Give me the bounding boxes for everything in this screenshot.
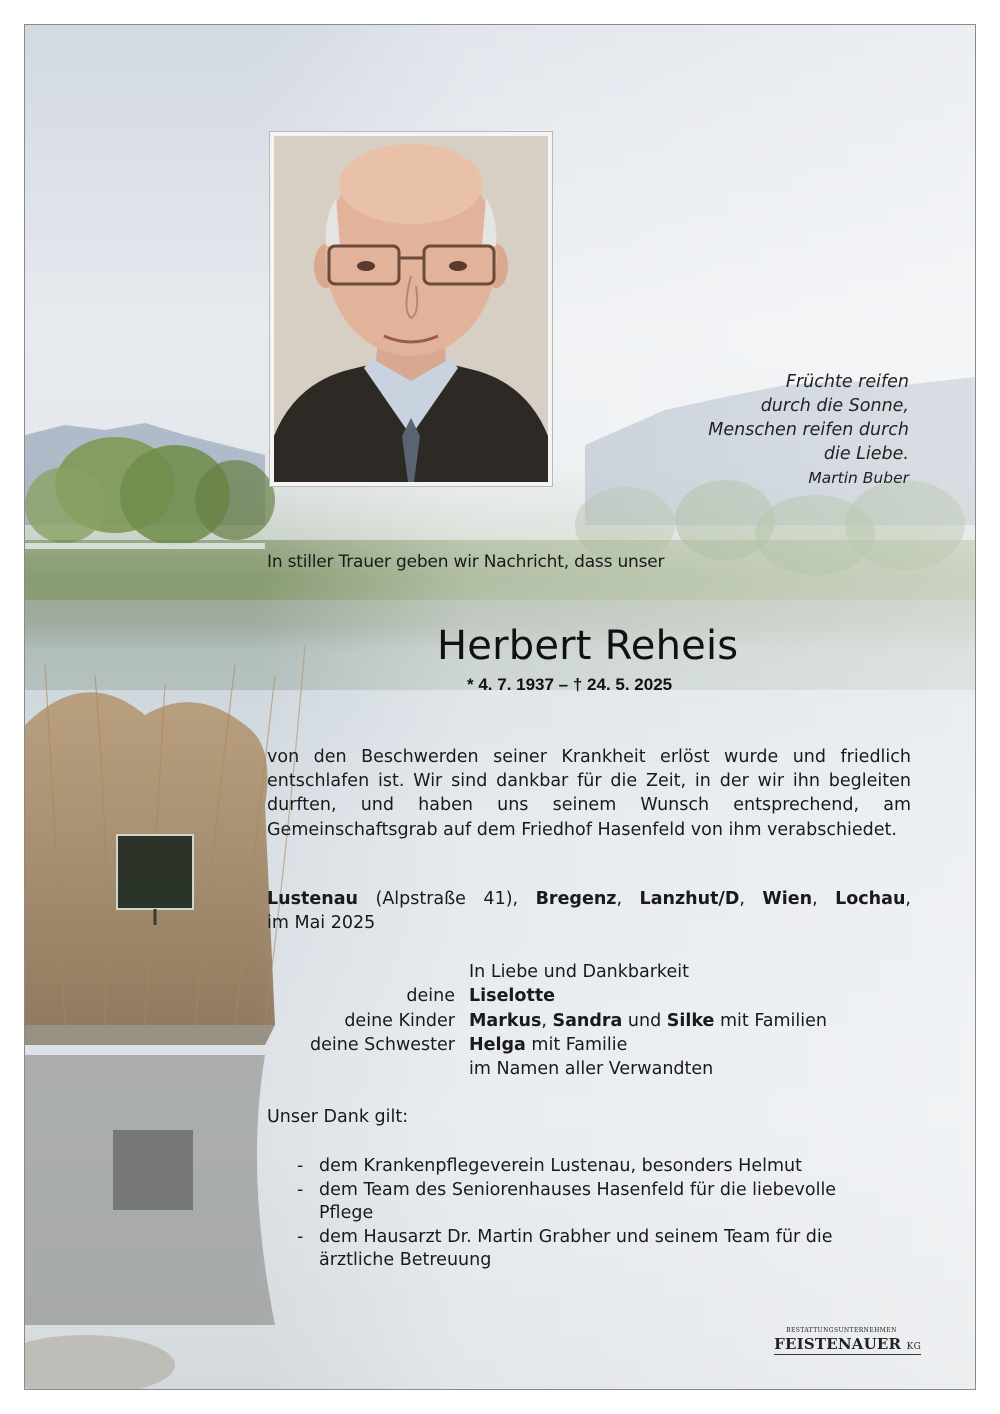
separator: ,	[616, 889, 640, 909]
relation-label: deine Kinder	[344, 1010, 455, 1031]
mourner-suffix: mit Familien	[714, 1010, 827, 1031]
mourner-name: Helga	[469, 1034, 526, 1055]
place-lustenau: Lustenau	[267, 889, 358, 909]
thanks-item-text: dem Hausarzt Dr. Martin Grabher und seinem Team für die ärztliche Betreuung	[319, 1226, 833, 1271]
intro-text: In stiller Trauer geben wir Nachricht, dass unser	[267, 552, 665, 572]
joiner: und	[622, 1010, 667, 1031]
place-lochau: Lochau	[835, 889, 906, 909]
relation-label: deine	[406, 986, 455, 1007]
life-dates: * 4. 7. 1937 – † 24. 5. 2025	[467, 675, 673, 694]
motto-author: Martin Buber	[808, 469, 909, 487]
list-item	[293, 1155, 893, 1179]
mourner-suffix: mit Familie	[525, 1034, 628, 1055]
place-detail: (Alpstraße 41),	[358, 889, 536, 909]
separator: ,	[739, 889, 763, 909]
mourner-name: Liselotte	[469, 986, 556, 1007]
motto-line: die Liebe.	[823, 444, 909, 464]
motto-line: durch die Sonne,	[760, 396, 909, 416]
separator: ,	[905, 889, 911, 909]
logo-name-text: FEISTENAUER	[774, 1335, 902, 1353]
logo-subtitle: BESTATTUNGSUNTERNEHMEN	[786, 1327, 897, 1334]
bullet-dash: -	[297, 1156, 304, 1176]
mourner-name: Silke	[666, 1010, 715, 1031]
portrait-frame	[269, 131, 553, 487]
place-bregenz: Bregenz	[535, 889, 617, 909]
separator: ,	[812, 889, 836, 909]
portrait-photo-icon	[274, 136, 548, 482]
motto-line: Früchte reifen	[785, 372, 909, 392]
thanks-heading: Unser Dank gilt:	[267, 1107, 409, 1127]
logo-name	[774, 1335, 921, 1355]
place-lanzhut: Lanzhut/D	[639, 889, 740, 909]
mourner-name: Sandra	[552, 1010, 623, 1031]
mourner-name: Markus	[469, 1010, 542, 1031]
signatures-block	[267, 960, 827, 1081]
deceased-name: Herbert Reheis	[437, 623, 739, 669]
date-line: im Mai 2025	[267, 913, 376, 934]
bullet-dash: -	[297, 1179, 304, 1200]
motto-quote	[708, 370, 909, 490]
thanks-list	[293, 1155, 893, 1273]
signatures-footer: im Namen aller Verwandten	[469, 1059, 714, 1080]
list-item	[293, 1179, 893, 1226]
places-paragraph	[267, 887, 911, 935]
thanks-item-text: dem Team des Seniorenhauses Hasenfeld für die liebevolle Pflege	[319, 1179, 837, 1224]
thanks-item-text: dem Krankenpflegeverein Lustenau, besonders Helmut	[319, 1156, 802, 1176]
places-line	[267, 887, 911, 911]
funeral-home-logo	[774, 1327, 921, 1353]
relation-label: deine Schwester	[310, 1034, 455, 1055]
obituary-card	[24, 24, 976, 1390]
place-wien: Wien	[762, 889, 813, 909]
body-paragraph: von den Beschwerden seiner Krankheit erlöst wurde und friedlich entschlafen ist. Wir sind dankbar für die Zeit, in der wir ihn begleiten durften, und haben uns seinem Wunsch entsprechend, am Gemeinschaftsgrab auf dem Friedhof Hasenfeld von ihm verabschiedet.	[267, 747, 911, 840]
motto-line: Menschen reifen durch	[708, 420, 909, 440]
joiner: ,	[541, 1010, 553, 1031]
signatures-header: In Liebe und Dankbarkeit	[469, 962, 689, 982]
logo-suffix: KG	[906, 1342, 921, 1352]
bullet-dash: -	[297, 1226, 304, 1247]
list-item	[293, 1226, 893, 1273]
